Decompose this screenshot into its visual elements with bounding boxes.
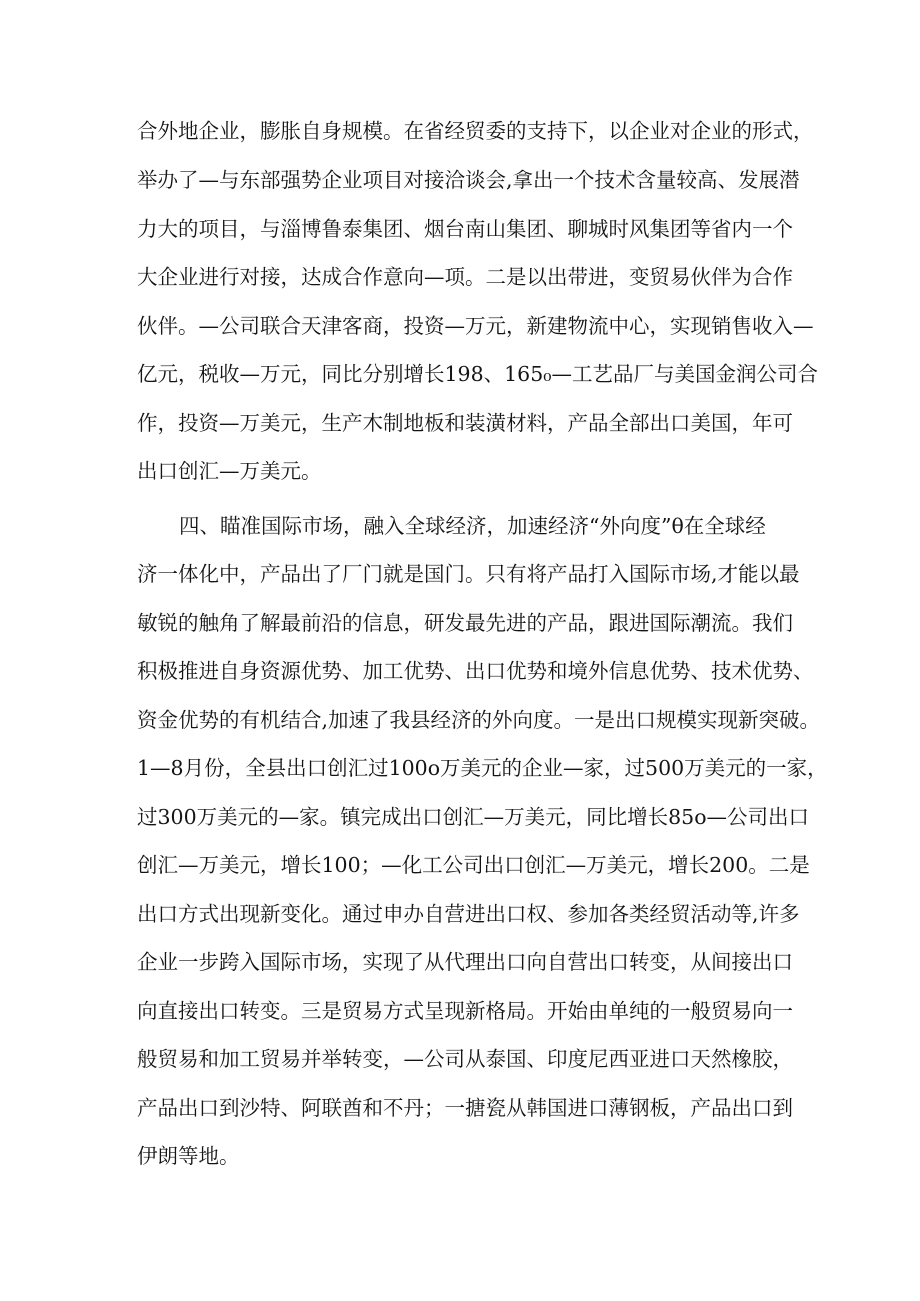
paragraph-2-line-3: 敏锐的触角了解最前沿的信息，研发最先进的产品，跟进国际潮流。我们 [137,611,793,635]
paragraph-1-line-3: 力大的项目，与淄博鲁泰集团、烟台南山集团、聊城时风集团等省内一个 [137,217,793,241]
paragraph-2-line-6: 1—8月份，全县出口创汇过100o万美元的企业—家，过500万美元的一家， [137,756,828,780]
paragraph-2-line-7: 过300万美元的—家。镇完成出口创汇—万美元，同比增长85o—公司出口 [137,805,810,829]
paragraph-2-line-11: 向直接出口转变。三是贸易方式呈现新格局。开始由单纯的一般贸易向一 [137,999,793,1023]
paragraph-1-line-7: 作，投资—万美元，生产木制地板和装潢材料，产品全部出口美国，年可 [137,411,793,435]
paragraph-2-line-12: 般贸易和加工贸易并举转变，—公司从泰国、印度尼西亚进口天然橡胶， [137,1047,793,1071]
paragraph-2-line-1: 四、瞄准国际市场，融入全球经济，加速经济“外向度”θ在全球经 [179,514,766,538]
paragraph-1-line-1: 合外地企业，膨胀自身规模。在省经贸委的支持下，以企业对企业的形式， [137,119,814,143]
paragraph-2-line-14: 伊朗等地。 [137,1144,240,1168]
paragraph-1-line-8: 出口创汇—万美元。 [137,459,322,483]
paragraph-1-line-2: 举办了—与东部强势企业项目对接洽谈会,拿出一个技术含量较高、发展潜 [137,168,800,192]
paragraph-1-line-4: 大企业进行对接，达成合作意向—项。二是以出带进，变贸易伙伴为合作 [137,265,793,289]
paragraph-2-line-10: 企业一步跨入国际市场，实现了从代理出口向自营出口转变，从间接出口 [137,950,793,974]
paragraph-2-line-9: 出口方式出现新变化。通过申办自营进出口权、参加各类经贸活动等,许多 [137,902,800,926]
paragraph-2-line-2: 济一体化中，产品出了厂门就是国门。只有将产品打入国际市场,才能以最 [137,562,800,586]
paragraph-2-line-8: 创汇—万美元，增长100；—化工公司出口创汇—万美元，增长200。二是 [137,853,810,877]
paragraph-1-line-6: 亿元，税收—万元，同比分别增长198、165₀—工艺品厂与美国金润公司合 [137,362,818,386]
paragraph-2-line-4: 积极推进自身资源优势、加工优势、出口优势和境外信息优势、技术优势、 [137,659,814,683]
paragraph-2-line-13: 产品出口到沙特、阿联酋和不丹；一搪瓷从韩国进口薄钢板，产品出口到 [137,1096,793,1120]
paragraph-1-line-5: 伙伴。—公司联合天津客商，投资—万元，新建物流中心，实现销售收入— [137,314,814,338]
paragraph-2-line-5: 资金优势的有机结合,加速了我县经济的外向度。一是出口规模实现新突破。 [137,708,821,732]
